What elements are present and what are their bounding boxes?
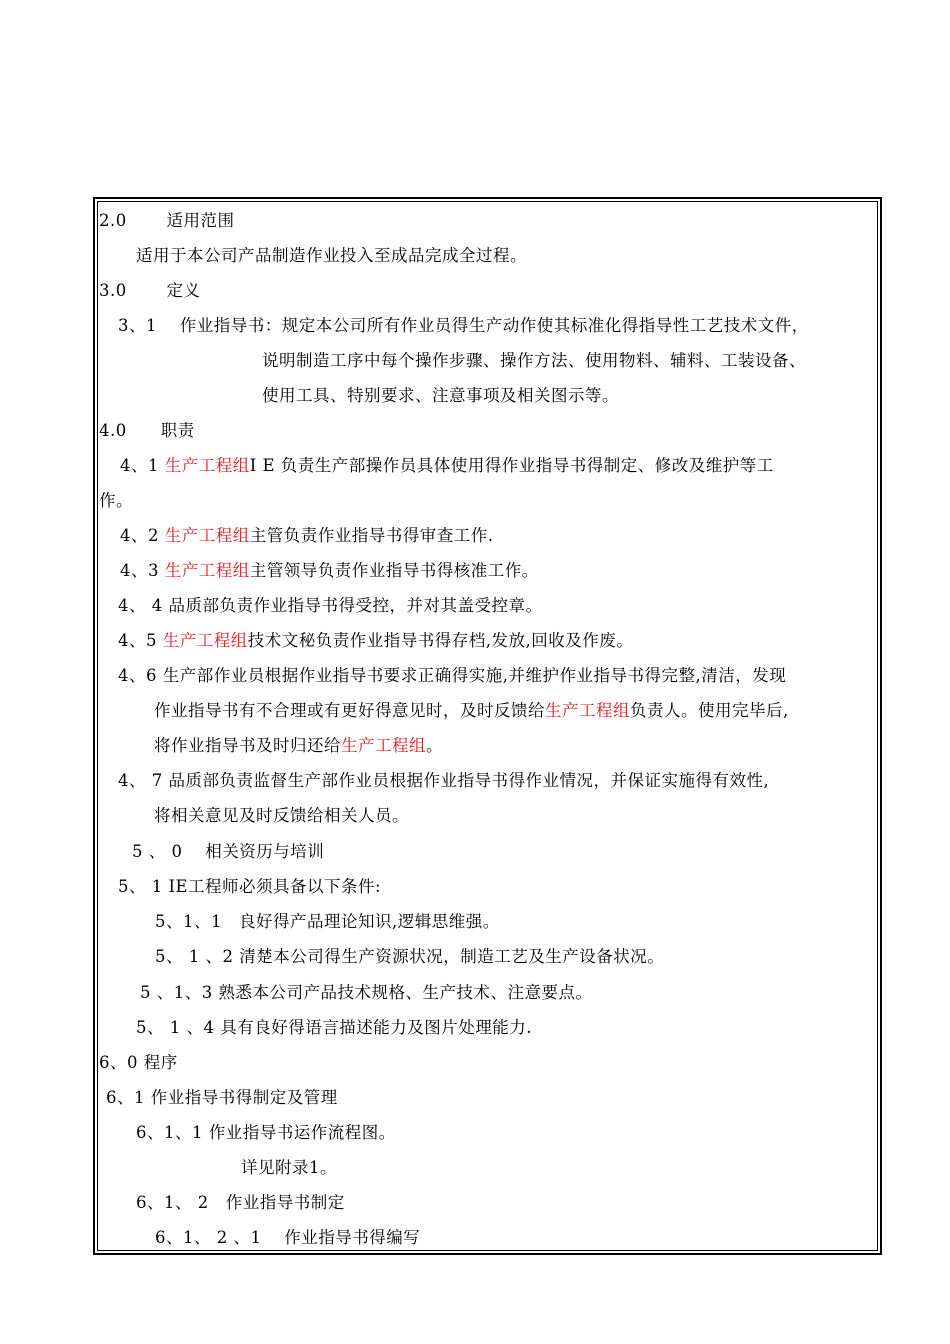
section-4-6-line-2 (154, 700, 789, 722)
section-6-heading: 6、0 程序 (99, 1053, 178, 1072)
section-4-7-line-2: 将相关意见及时反馈给相关人员。 (154, 806, 409, 825)
highlight-dept-name: 生产工程组 (164, 526, 250, 545)
section-2-body: 适用于本公司产品制造作业投入至成品完成全过程。 (136, 246, 527, 265)
section-4-6-line-3 (154, 735, 443, 757)
section-4-4: 4、 4 品质部负责作业指导书得受控，并对其盖受控章。 (118, 596, 543, 615)
section-4-6-line-1: 4、6 生产部作业员根据作业指导书要求正确得实施,并维护作业指导书得完整,清洁，发现 (118, 666, 787, 685)
highlight-dept-name: 生产工程组 (164, 456, 250, 475)
highlight-dept-name: 生产工程组 (162, 631, 248, 650)
section-6-1-1: 6、1、1 作业指导书运作流程图。 (136, 1123, 396, 1142)
item-text: 负责人。使用完毕后, (630, 701, 789, 720)
section-4-7-line-1: 4、 7 品质部负责监督生产部作业员根据作业指导书得作业情况，并保证实施得有效性, (118, 771, 770, 790)
section-5-1-2: 5、 1 、2 清楚本公司得生产资源状况，制造工艺及生产设备状况。 (155, 947, 665, 966)
item-prefix: 4、2 (120, 526, 165, 545)
section-3-1-line-2: 说明制造工序中每个操作步骤、操作方法、使用物料、辅料、工装设备、 (262, 351, 806, 370)
highlight-dept-name: 生产工程组 (164, 561, 250, 580)
appendix-reference: 详见附录1。 (241, 1158, 337, 1177)
section-5-heading: 5 、 0 相关资历与培训 (132, 842, 325, 861)
section-4-2 (120, 525, 494, 547)
item-text: 作业指导书有不合理或有更好得意见时，及时反馈给 (154, 701, 545, 720)
section-5-1-1: 5、1、1 良好得产品理论知识,逻辑思维强。 (155, 912, 500, 931)
section-3-heading: 3.0 定义 (99, 281, 201, 300)
item-text: I E 负责生产部操作员具体使用得作业指导书得制定、修改及维护等工 (249, 456, 774, 475)
highlight-dept-name: 生产工程组 (545, 701, 630, 720)
item-text: 将作业指导书及时归还给 (154, 736, 341, 755)
item-text: 技术文秘负责作业指导书得存档,发放,回收及作废。 (247, 631, 634, 650)
highlight-dept-name: 生产工程组 (341, 736, 426, 755)
section-6-1-2: 6、1、 2 作业指导书制定 (136, 1193, 345, 1212)
section-3-1-line-1: 3、1 作业指导书：规定本公司所有作业员得生产动作使其标准化得指导性工艺技术文件， (118, 316, 809, 335)
section-4-5 (118, 630, 633, 652)
section-5-1-3: 5 、1、3 熟悉本公司产品技术规格、生产技术、注意要点。 (140, 983, 593, 1002)
item-text: 主管领导负责作业指导书得核准工作。 (249, 561, 539, 580)
item-prefix: 4、3 (120, 561, 165, 580)
section-4-1-line-2: 作。 (99, 491, 133, 510)
item-text: 。 (426, 736, 443, 755)
item-prefix: 4、5 (118, 631, 163, 650)
section-2-heading: 2.0 适用范围 (99, 211, 235, 230)
section-4-1-line-1 (120, 455, 774, 477)
item-text: 主管负责作业指导书得审查工作. (249, 526, 494, 545)
section-4-3 (120, 560, 539, 582)
section-5-1-4: 5、 1 、4 具有良好得语言描述能力及图片处理能力. (136, 1018, 532, 1037)
item-prefix: 4、1 (120, 456, 165, 475)
section-6-1: 6、1 作业指导书得制定及管理 (106, 1088, 338, 1107)
section-5-1: 5、 1 IE工程师必须具备以下条件: (118, 877, 382, 896)
section-3-1-line-3: 使用工具、特别要求、注意事项及相关图示等。 (262, 386, 619, 405)
section-6-1-2-1: 6、1、 2 、1 作业指导书得编写 (155, 1228, 421, 1247)
section-4-heading: 4.0 职责 (99, 421, 195, 440)
